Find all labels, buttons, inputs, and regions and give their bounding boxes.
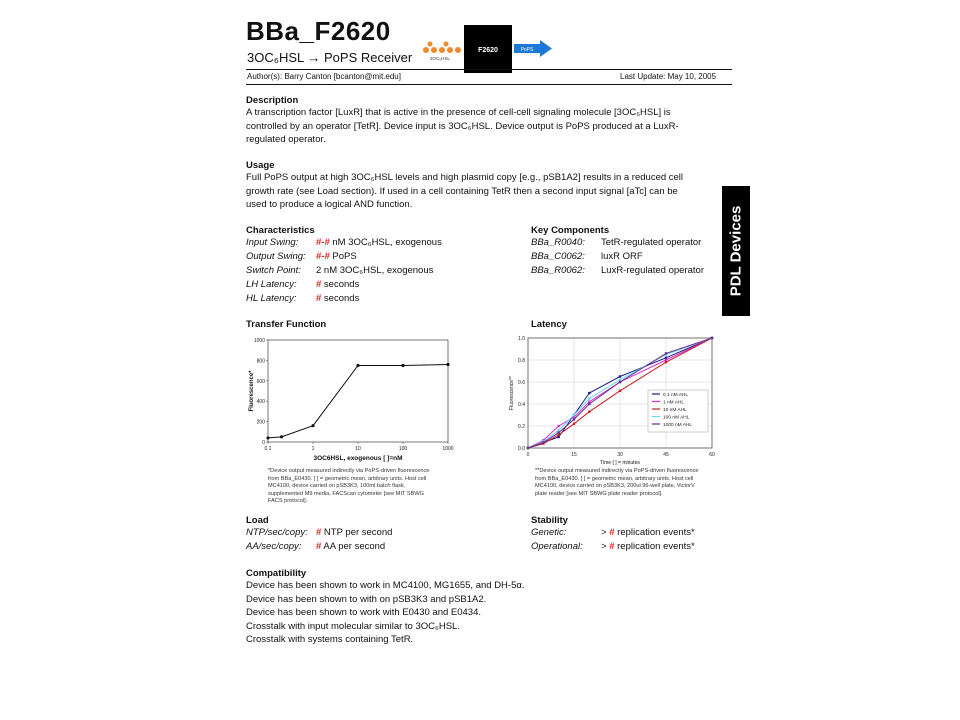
characteristics-section bbox=[246, 225, 516, 306]
compatibility-line: Crosstalk with input molecular similar to 3OC₆HSL. bbox=[246, 620, 460, 632]
usage-line: used to produce a logical AND function. bbox=[246, 199, 413, 210]
data-point bbox=[446, 363, 449, 366]
pdl-devices-tab bbox=[722, 186, 750, 316]
description-line: A transcription factor [LuxR] that is active in the presence of cell-cell signaling molecule [3OC₆HSL] is bbox=[246, 107, 671, 118]
description-section bbox=[246, 95, 726, 147]
data-point bbox=[619, 375, 621, 377]
side-tab-label: PDL Devices bbox=[727, 205, 745, 297]
compatibility-heading: Compatibility bbox=[246, 568, 307, 579]
x-tick-label: 1000 bbox=[442, 446, 454, 452]
key-components-section bbox=[531, 225, 721, 278]
characteristic-row: HL Latency: # seconds bbox=[246, 293, 360, 304]
usage-line: Full PoPS output at high 3OC₆HSL levels and high plasmid copy [e.g., pSB1A2] results in a reduced cell bbox=[246, 172, 684, 183]
device-icon bbox=[420, 22, 560, 76]
data-point bbox=[588, 397, 590, 399]
part-title: BBa_F2620 bbox=[246, 16, 391, 46]
x-axis-label: 3OC6HSL, exogenous [ ]=nM bbox=[313, 455, 403, 462]
y-axis-label: Fluorescence** bbox=[509, 376, 515, 410]
data-point bbox=[573, 414, 575, 416]
x-tick-label: 10 bbox=[355, 446, 361, 452]
data-point bbox=[401, 364, 404, 367]
x-tick-label: 0.1 bbox=[264, 446, 272, 452]
data-point bbox=[542, 441, 544, 443]
legend-label: 0.1 nM AHL bbox=[663, 392, 689, 398]
y-tick-label: 0.8 bbox=[518, 358, 525, 364]
load-row: AA/sec/copy: # AA per second bbox=[246, 541, 386, 552]
usage-section bbox=[246, 160, 726, 212]
x-tick-label: 30 bbox=[617, 452, 623, 458]
load-heading: Load bbox=[246, 515, 269, 526]
usage-heading: Usage bbox=[246, 160, 275, 171]
legend-label: 1 nM AHL bbox=[663, 400, 685, 406]
characteristic-row: Output Swing: #-# PoPS bbox=[246, 251, 357, 262]
compatibility-line: Device has been shown to work with E0430 and E0434. bbox=[246, 607, 482, 618]
data-point bbox=[311, 424, 314, 427]
icon-box-label: F2620 bbox=[478, 47, 498, 54]
data-point bbox=[573, 423, 575, 425]
stability-row: Operational: > # replication events* bbox=[531, 541, 695, 552]
data-point bbox=[588, 411, 590, 413]
data-point bbox=[356, 364, 359, 367]
data-point bbox=[557, 431, 559, 433]
plot-frame bbox=[268, 340, 448, 442]
x-tick-label: 100 bbox=[398, 446, 408, 452]
component-row: BBa_R0062: LuxR-regulated operator bbox=[531, 265, 704, 276]
stability-row: Genetic: > # replication events* bbox=[531, 527, 695, 538]
component-row: BBa_R0040: TetR-regulated operator bbox=[531, 237, 702, 248]
data-point bbox=[588, 403, 590, 405]
latency-chart bbox=[504, 330, 722, 468]
y-tick-label: 1.0 bbox=[518, 336, 525, 342]
y-tick-label: 600 bbox=[256, 378, 265, 385]
authors: Author(s): Barry Canton [bcanton@mit.edu] bbox=[247, 72, 401, 81]
data-point bbox=[619, 381, 621, 383]
y-tick-label: 1000 bbox=[253, 338, 265, 344]
last-update: Last Update: May 10, 2005 bbox=[620, 72, 717, 81]
data-point bbox=[619, 379, 621, 381]
description-line: regulated operator. bbox=[246, 134, 326, 145]
x-tick-label: 0 bbox=[526, 452, 530, 458]
y-tick-label: 0.2 bbox=[518, 424, 525, 430]
x-tick-label: 1 bbox=[311, 446, 315, 452]
compatibility-section bbox=[246, 568, 726, 647]
data-point bbox=[665, 361, 667, 363]
y-axis-label: Fluorescence* bbox=[249, 370, 255, 412]
load-section bbox=[246, 515, 506, 554]
data-point bbox=[619, 390, 621, 392]
y-tick-label: 0 bbox=[262, 440, 265, 446]
data-point bbox=[527, 447, 529, 449]
legend-label: 1000 nM AHL bbox=[663, 422, 693, 428]
series-line bbox=[268, 364, 448, 437]
transfer-function-chart bbox=[246, 332, 466, 468]
header-rule-bottom bbox=[246, 84, 732, 85]
y-tick-label: 800 bbox=[256, 358, 265, 365]
x-tick-label: 45 bbox=[663, 452, 669, 458]
transfer-function-heading: Transfer Function bbox=[246, 319, 327, 330]
y-tick-label: 400 bbox=[256, 399, 265, 406]
part-subtitle: 3OC₆HSL → PoPS Receiver bbox=[247, 50, 413, 65]
characteristic-row: Input Swing: #-# nM 3OC₆HSL, exogenous bbox=[246, 237, 442, 248]
latency-heading: Latency bbox=[531, 319, 567, 330]
y-tick-label: 0.6 bbox=[518, 380, 525, 386]
characteristic-row: Switch Point: 2 nM 3OC₆HSL, exogenous bbox=[246, 265, 434, 276]
x-axis-label: Time [ ] = minutes bbox=[600, 460, 640, 466]
data-point bbox=[711, 337, 713, 339]
stability-heading: Stability bbox=[531, 515, 568, 526]
legend-label: 10 nM AHL bbox=[663, 407, 687, 413]
load-row: NTP/sec/copy: # NTP per second bbox=[246, 527, 393, 538]
x-tick-label: 60 bbox=[709, 452, 715, 458]
transfer-function-caption: *Device output measured indirectly via PoPS-driven fluorescence from BBa_E0430. [ ] = geometric mean, arbitrary units. Host cell MC4100, device carried on pSB3K3, 100ml batch flask, supplemented M9 media, FACScan cytometer [see MIT SBWG FACS protocol]. bbox=[268, 468, 430, 504]
compatibility-line: Device has been shown to with on pSB3K3 and pSB1A2. bbox=[246, 593, 487, 605]
key-components-heading: Key Components bbox=[531, 225, 610, 236]
legend-label: 100 nM AHL bbox=[663, 415, 690, 421]
data-point bbox=[665, 357, 667, 359]
description-heading: Description bbox=[246, 95, 299, 106]
compatibility-line: Device has been shown to work in MC4100, MG1655, and DH-5α. bbox=[246, 580, 525, 591]
data-point bbox=[665, 359, 667, 361]
data-point bbox=[665, 352, 667, 354]
y-tick-label: 0.0 bbox=[518, 446, 525, 452]
usage-line: growth rate (see Load section). If used in a cell containing TetR then a second input signal [aTc] can be bbox=[246, 185, 678, 197]
data-point bbox=[280, 435, 283, 438]
compatibility-line: Crosstalk with systems containing TetR. bbox=[246, 634, 414, 645]
description-line: controlled by an operator [TetR]. Device input is 3OC₆HSL. Device output is PoPS produced at a LuxR- bbox=[246, 120, 679, 132]
data-point bbox=[557, 436, 559, 438]
x-tick-label: 15 bbox=[571, 452, 577, 458]
stability-section bbox=[531, 515, 731, 554]
characteristics-heading: Characteristics bbox=[246, 225, 315, 236]
data-point bbox=[557, 434, 559, 436]
characteristic-row: LH Latency: # seconds bbox=[246, 279, 360, 290]
y-tick-label: 200 bbox=[256, 419, 265, 426]
y-tick-label: 0.4 bbox=[518, 402, 525, 408]
icon-arrow-label: PoPS bbox=[520, 47, 534, 53]
latency-caption: **Device output measured indirectly via PoPS-driven fluorescence from BBa_E0430. [ ] = geometric mean, arbitrary units. Host cell MC4100, device carried on pSB3K3, 200ul 96-well plate, VictorV plate reader [see MIT SBWG plate reader protocol]. bbox=[535, 468, 699, 497]
component-row: BBa_C0062: luxR ORF bbox=[531, 251, 643, 262]
data-point bbox=[588, 401, 590, 403]
data-point bbox=[266, 436, 269, 439]
data-point bbox=[557, 425, 559, 427]
hsl-molecules-icon bbox=[423, 42, 461, 54]
data-point bbox=[588, 392, 590, 394]
header-rule-top bbox=[246, 69, 732, 70]
data-point bbox=[573, 418, 575, 420]
icon-input-label: 3OC₆HSL bbox=[430, 56, 450, 61]
